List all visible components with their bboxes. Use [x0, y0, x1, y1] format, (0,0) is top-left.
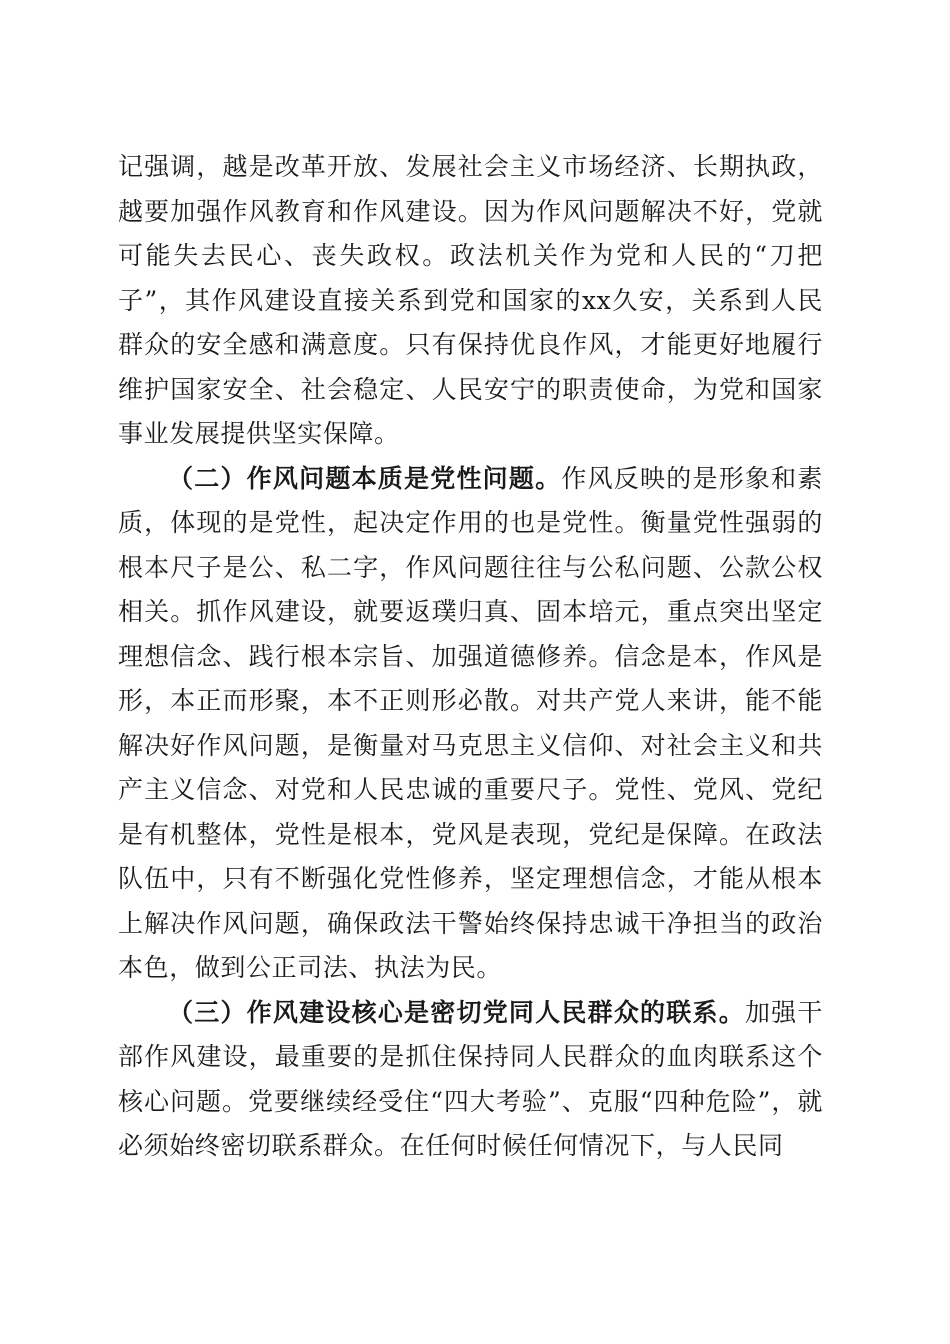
paragraph-3-text: 加强干部作风建设，最重要的是抓住保持同人民群众的血肉联系这个核心问题。党要继续经受住“四大考验”、克服“四种危险”，就必须始终密切联系群众。在任何时候任何情况下，与人民同	[118, 997, 823, 1160]
document-body	[118, 145, 823, 1169]
paragraph-3	[118, 991, 823, 1169]
paragraph-2	[118, 457, 823, 991]
paragraph-2-heading: （二）作风问题本质是党性问题。	[168, 463, 562, 493]
paragraph-1-text: 记强调，越是改革开放、发展社会主义市场经济、长期执政，越要加强作风教育和作风建设。因为作风问题解决不好，党就可能失去民心、丧失政权。政法机关作为党和人民的“刀把子”，其作风建设直接关系到党和国家的xx久安，关系到人民群众的安全感和满意度。只有保持优良作风，才能更好地履行维护国家安全、社会稳定、人民安宁的职责使命，为党和国家事业发展提供坚实保障。	[118, 152, 823, 448]
paragraph-1	[118, 145, 823, 457]
paragraph-3-heading: （三）作风建设核心是密切党同人民群众的联系。	[168, 997, 745, 1027]
paragraph-2-text: 作风反映的是形象和素质，体现的是党性，起决定作用的也是党性。衡量党性强弱的根本尺子是公、私二字，作风问题往往与公私问题、公款公权相关。抓作风建设，就要返璞归真、固本培元，重点突出坚定理想信念、践行根本宗旨、加强道德修养。信念是本，作风是形，本正而形聚，本不正则形必散。对共产党人来讲，能不能解决好作风问题，是衡量对马克思主义信仰、对社会主义和共产主义信念、对党和人民忠诚的重要尺子。党性、党风、党纪是有机整体，党性是根本，党风是表现，党纪是保障。在政法队伍中，只有不断强化党性修养，坚定理想信念，才能从根本上解决作风问题，确保政法干警始终保持忠诚干净担当的政治本色，做到公正司法、执法为民。	[118, 463, 823, 982]
